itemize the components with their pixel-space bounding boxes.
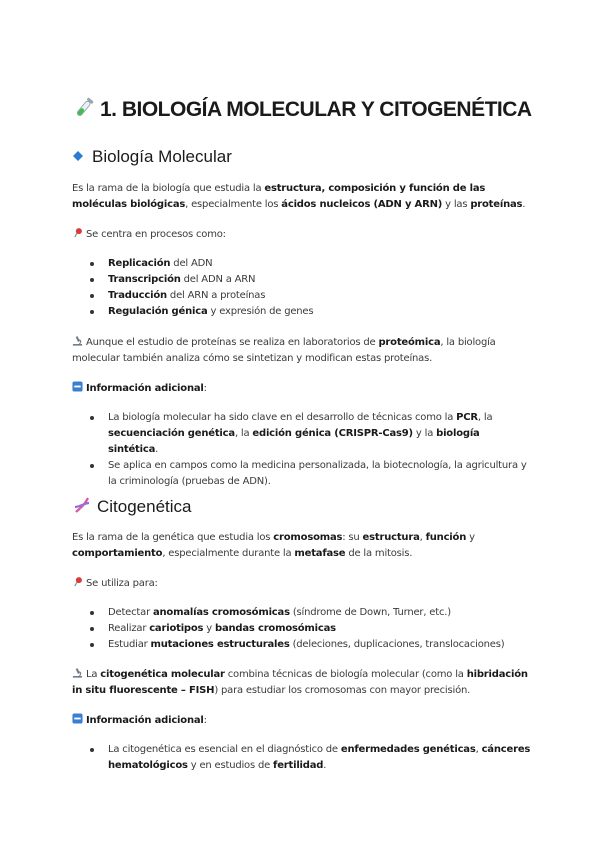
section-intro: Es la rama de la biología que estudia la estructura, composición y función de las moléculas biológicas, especialmente los ácidos nucleicos (ADN y ARN) y las proteínas. bbox=[72, 183, 526, 210]
uses-list bbox=[72, 605, 532, 653]
list-item: Replicación del ADN bbox=[72, 256, 532, 272]
list-item: La biología molecular ha sido clave en el desarrollo de técnicas como la PCR, la secuenciación genética, la edición génica (CRISPR-Cas9) y la biología sintética. bbox=[72, 410, 532, 458]
pushpin-icon bbox=[72, 576, 83, 587]
info-list bbox=[72, 410, 532, 490]
list-item: Detectar anomalías cromosómicas (síndrome de Down, Turner, etc.) bbox=[72, 605, 532, 621]
process-list bbox=[72, 256, 532, 320]
list-item: Se aplica en campos como la medicina personalizada, la biotecnología, la agricultura y la criminología (pruebas de ADN). bbox=[72, 458, 532, 490]
list-item: La citogenética es esencial en el diagnóstico de enfermedades genéticas, cánceres hematológicos y en estudios de fertilidad. bbox=[72, 742, 532, 774]
pushpin-icon bbox=[72, 227, 83, 238]
microscope-icon bbox=[72, 667, 83, 678]
section-heading-citogenetica: Citogenética bbox=[72, 495, 192, 517]
blue-diamond-icon bbox=[72, 150, 84, 162]
pin-note: Se centra en procesos como: bbox=[72, 227, 532, 243]
pin-note: Se utiliza para: bbox=[72, 576, 532, 592]
info-heading: Información adicional: bbox=[72, 713, 532, 729]
info-icon bbox=[72, 381, 83, 392]
page-title: 1. BIOLOGÍA MOLECULAR Y CITOGENÉTICA bbox=[72, 96, 532, 122]
info-list bbox=[72, 742, 532, 774]
microscope-note: Aunque el estudio de proteínas se realiza en laboratorios de proteómica, la biología molecular también analiza cómo se sintetizan y modifican estas proteínas. bbox=[72, 337, 496, 364]
test-tube-icon bbox=[72, 96, 96, 120]
microscope-icon bbox=[72, 335, 83, 346]
list-item: Estudiar mutaciones estructurales (deleciones, duplicaciones, translocaciones) bbox=[72, 637, 532, 653]
info-heading: Información adicional: bbox=[72, 381, 532, 397]
list-item: Transcripción del ADN a ARN bbox=[72, 272, 532, 288]
microscope-note: La citogenética molecular combina técnicas de biología molecular (como la hibridación in situ fluorescente – FISH) para estudiar los cromosomas con mayor precisión. bbox=[72, 669, 528, 696]
section-intro: Es la rama de la genética que estudia los cromosomas: su estructura, función y comportamiento, especialmente durante la metafase de la mitosis. bbox=[72, 532, 475, 559]
list-item: Realizar cariotipos y bandas cromosómicas bbox=[72, 621, 532, 637]
info-icon bbox=[72, 713, 83, 724]
list-item: Regulación génica y expresión de genes bbox=[72, 304, 532, 320]
dna-icon bbox=[72, 495, 92, 515]
section-heading-biologia-molecular: Biología Molecular bbox=[72, 147, 232, 167]
list-item: Traducción del ARN a proteínas bbox=[72, 288, 532, 304]
